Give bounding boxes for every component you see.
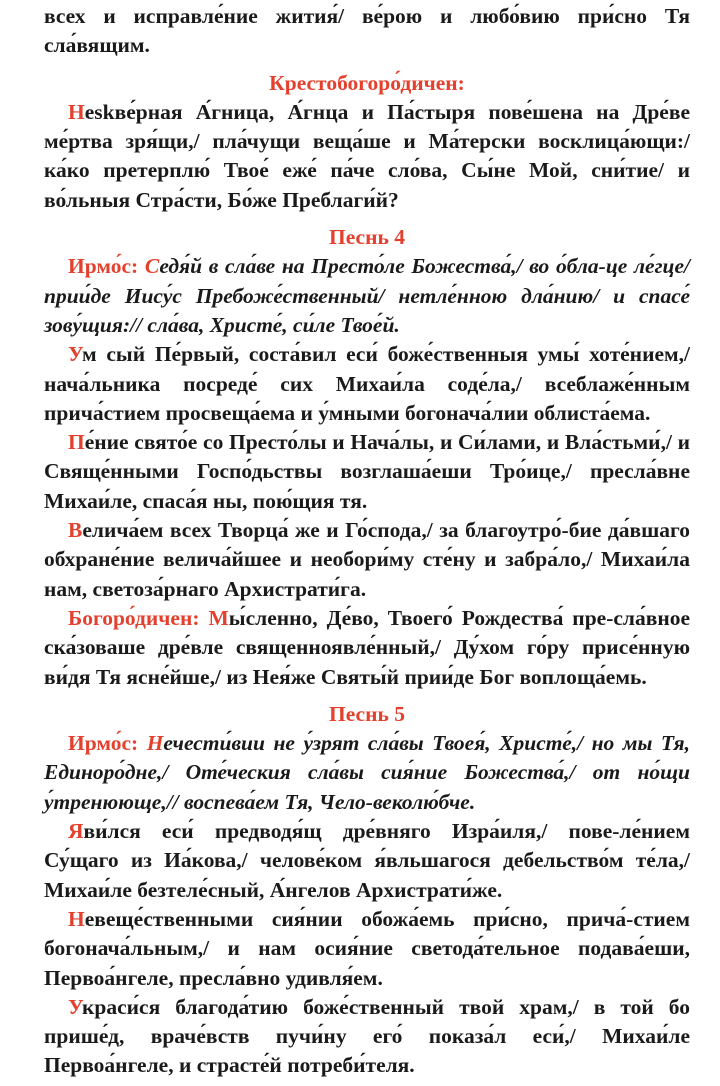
pesn5-troparion-3 bbox=[44, 993, 690, 1081]
troparion-text: краси́ся благода́тию боже́ственный твой храм,/ в той бо прише́д, враче́вств пучи́ну его́ показа́л еси́,/ Михаи́ле Первоа́нгеле, и страсте́й потреби́теля. bbox=[44, 994, 690, 1078]
drop-initial: П bbox=[68, 430, 85, 455]
pesn4-troparion-3 bbox=[44, 516, 690, 604]
drop-initial: Я bbox=[68, 819, 84, 844]
paragraph-text: еskве́рная А́гница, А́гнца и Па́стыря пове́шена на Дре́ве ме́ртва зря́щи,/ пла́чущи веща́ше и Ма́терски восклица́ющи:/ ка́ко претерплю́ Твое́ еже́ па́че сло́ва, Сы́не Мой, сни́тие/ и во́льныя Стра́сти, Бо́же Преблаги́й? bbox=[44, 99, 690, 212]
pesn5-heading: Песнь 5 bbox=[329, 701, 405, 726]
irmos-text: едя́й в сла́ве на Престо́ле Божества́,/ во о́бла-це ле́гце/ прии́де Иису́с Пребоже́ственный/ нетле́нною дла́нию/ и спасе́ зову́щия:// сла́ва, Христе́, си́ле Твое́й. bbox=[44, 254, 690, 337]
pesn5-troparion-2 bbox=[44, 905, 690, 993]
krestobogorodichen-heading: Крестобогоро́дичен: bbox=[269, 70, 465, 95]
drop-initial: Н bbox=[68, 99, 85, 124]
troparion-text: е́ние свято́е со Престо́лы и Нача́лы, и Си́лами, и Вла́стьми́,/ и Свяще́нными Госпо́дьствы возглаша́еши Тро́ице,/ пресла́вне Михаи́ле, спаса́я ны, пою́щия тя. bbox=[44, 430, 690, 513]
pesn4-troparion-1 bbox=[44, 340, 690, 428]
troparion-text: м сый Пе́рвый, соста́вил еси́ боже́ственныя умы́ хоте́нием,/ нача́льника посреде́ сих Михаи́ла соде́ла,/ всеблаже́нным прича́стием просвеща́ема и у́мными богонача́лии облиста́ема. bbox=[44, 342, 690, 425]
drop-initial: С bbox=[144, 254, 160, 279]
drop-initial: Н bbox=[146, 731, 164, 756]
pesn5-irmos bbox=[44, 729, 690, 817]
troparion-text: евеще́ственными сия́нии обожа́емь при́сно, прича́-стием богонача́льным,/ и нам осия́ние светода́тельное подава́еши, Первоа́нгеле, пресла́вно удивля́ем. bbox=[44, 906, 690, 990]
irmos-label: Ирмо́с: bbox=[68, 731, 139, 756]
drop-initial: У bbox=[68, 342, 83, 367]
continuation-paragraph: всех и исправле́ние жития́/ ве́рою и любо́вию при́сно Тя сла́вящим. bbox=[44, 4, 690, 58]
drop-initial: М bbox=[208, 605, 229, 630]
krestobogorodichen-paragraph bbox=[44, 98, 690, 215]
drop-initial: У bbox=[68, 994, 83, 1019]
drop-initial: В bbox=[68, 518, 83, 543]
irmos-text: ечести́вии не у́зрят сла́вы Твоея́, Христе́,/ но мы Тя, Единоро́дне,/ Оте́ческия сла́вы сия́ние Божества́,/ от но́щи у́тренююще,// воспева́ем Тя, Чело-веколю́бче. bbox=[44, 731, 690, 814]
pesn4-heading: Песнь 4 bbox=[329, 225, 405, 250]
pesn4-bogorodichen bbox=[44, 604, 690, 692]
pesn5-troparion-1 bbox=[44, 817, 690, 905]
pesn4-troparion-2 bbox=[44, 428, 690, 516]
bogorodichen-text: ы́сленно, Де́во, Твоего́ Рождества́ пре-сла́вное ска́зоваше дре́вле священноявле́нный,/ Ду́хом го́ру присе́нную ви́дя Тя ясне́йше,/ из Нея́же Святы́й прии́де Бог воплоща́емь. bbox=[44, 605, 690, 689]
pesn4-irmos bbox=[44, 252, 690, 340]
troparion-text: ви́лся еси́ предводя́щ дре́вняго Изра́иля,/ пове-ле́нием Су́щаго из Иа́кова,/ челове́ком я́вльшагося дебельство́м те́ла,/ Михаи́ле безтеле́сный, А́нгелов Архистрати́же. bbox=[44, 819, 690, 902]
troparion-text: елича́ем всех Творца́ же и Го́спода,/ за благоутро́-бие да́вшаго обхране́ние велича́йшее и необори́му сте́ну и забра́ло,/ Михаи́ла нам, светоза́рнаго Архистрати́га. bbox=[44, 518, 690, 601]
irmos-label: Ирмо́с: bbox=[68, 254, 139, 279]
bogorodichen-label: Богоро́дичен: bbox=[68, 605, 200, 630]
drop-initial: Н bbox=[68, 906, 85, 931]
